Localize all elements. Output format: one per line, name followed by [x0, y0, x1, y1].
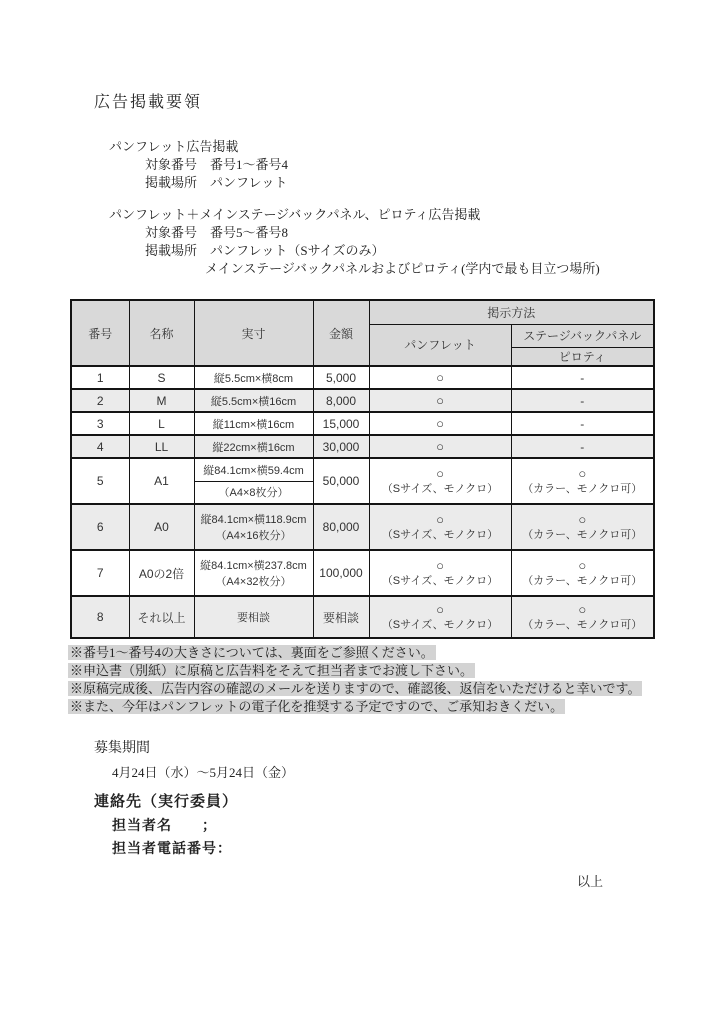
size-line2: （A4×16枚分）	[215, 530, 292, 542]
cell-pamphlet	[369, 458, 511, 504]
cell-price: 15,000	[313, 412, 369, 435]
cell-pamphlet: ○	[369, 389, 511, 412]
cell-price: 100,000	[313, 550, 369, 596]
section2-place-line2: メインステージバックパネルおよびピロティ(学内で最も目立つ場所)	[205, 261, 600, 276]
cell-stage: -	[511, 366, 654, 389]
note-line-1	[68, 644, 436, 661]
col-header-size: 実寸	[194, 300, 313, 366]
stage-note: （カラー、モノクロ可）	[522, 619, 643, 631]
cell-size: 縦5.5cm×横8cm	[194, 366, 313, 389]
cell-price: 80,000	[313, 504, 369, 550]
col-header-piloti: ピロティ	[511, 347, 654, 366]
cell-no: 1	[71, 366, 129, 389]
cell-stage	[511, 458, 654, 504]
cell-price: 8,000	[313, 389, 369, 412]
pamphlet-mark: ○	[436, 558, 444, 573]
stage-mark: ○	[578, 466, 587, 481]
cell-pamphlet: ○	[369, 366, 511, 389]
contact-person-line: 担当者名 ；	[112, 819, 217, 834]
cell-stage: -	[511, 389, 654, 412]
section2-heading: パンフレット＋メインステージバックパネル、ピロティ広告掲載	[109, 207, 481, 222]
note-line-2	[68, 662, 475, 679]
cell-stage	[511, 596, 654, 638]
note-line-3	[68, 680, 642, 697]
cell-name: それ以上	[129, 596, 194, 638]
cell-stage	[511, 504, 654, 550]
note-line-4	[68, 698, 565, 715]
cell-price: 30,000	[313, 435, 369, 458]
col-header-name: 名称	[129, 300, 194, 366]
section1-target-line: 対象番号 番号1～番号4	[145, 157, 289, 172]
cell-pamphlet: ○	[369, 412, 511, 435]
contact-phone-line: 担当者電話番号：	[112, 842, 232, 857]
cell-pamphlet	[369, 504, 511, 550]
cell-size	[194, 504, 313, 550]
stage-mark: ○	[578, 558, 587, 573]
cell-name: A0の2倍	[129, 550, 194, 596]
cell-size: 要相談	[194, 596, 313, 638]
pamphlet-note: （Sサイズ、モノクロ）	[381, 619, 499, 631]
size-line1: 縦84.1cm×横118.9cm	[200, 514, 307, 526]
cell-size-line2: （A4×8枚分）	[194, 481, 313, 504]
cell-size	[194, 550, 313, 596]
note-text: ※原稿完成後、広告内容の確認のメールを送りますので、確認後、返信をいただけると幸いです。	[70, 681, 641, 696]
table-row-6	[71, 504, 654, 550]
stage-note: （カラー、モノクロ可）	[522, 575, 643, 587]
pamphlet-note: （Sサイズ、モノクロ）	[381, 529, 499, 541]
cell-name: A0	[129, 504, 194, 550]
contact-heading: 連絡先（実行委員）	[94, 794, 239, 810]
section1-heading: パンフレット広告掲載	[109, 139, 239, 154]
cell-size-line1: 縦84.1cm×横59.4cm	[194, 458, 313, 481]
cell-size: 縦5.5cm×横16cm	[194, 389, 313, 412]
stage-note: （カラー、モノクロ可）	[522, 483, 643, 495]
note-text: ※申込書（別紙）に原稿と広告料をそえて担当者までお渡し下さい。	[70, 663, 474, 678]
col-header-price: 金額	[313, 300, 369, 366]
cell-no: 6	[71, 504, 129, 550]
pamphlet-mark: ○	[436, 512, 444, 527]
page-title: 広告掲載要領	[94, 94, 203, 111]
table-row-2	[71, 389, 654, 412]
col-header-method: 掲示方法	[369, 300, 654, 324]
col-header-no: 番号	[71, 300, 129, 366]
cell-pamphlet	[369, 596, 511, 638]
pamphlet-note: （Sサイズ、モノクロ）	[381, 575, 499, 587]
ad-pricing-table	[70, 299, 655, 639]
cell-stage: -	[511, 435, 654, 458]
col-header-pamphlet: パンフレット	[369, 324, 511, 366]
table-row-3	[71, 412, 654, 435]
table-row-4	[71, 435, 654, 458]
cell-price: 要相談	[313, 596, 369, 638]
stage-mark: ○	[578, 512, 587, 527]
cell-size: 縦22cm×横16cm	[194, 435, 313, 458]
cell-price: 5,000	[313, 366, 369, 389]
section1-place-line: 掲載場所 パンフレット	[145, 175, 288, 190]
cell-no: 3	[71, 412, 129, 435]
pamphlet-note: （Sサイズ、モノクロ）	[381, 483, 499, 495]
table-row-8	[71, 596, 654, 638]
size-line1: 縦84.1cm×横237.8cm	[200, 560, 307, 572]
col-header-stage-panel: ステージバックパネル	[511, 324, 654, 347]
table-row-7	[71, 550, 654, 596]
stage-note: （カラー、モノクロ可）	[522, 529, 643, 541]
cell-price: 50,000	[313, 458, 369, 504]
cell-no: 2	[71, 389, 129, 412]
pamphlet-mark: ○	[436, 466, 444, 481]
note-text: ※番号1～番号4の大きさについては、裏面をご参照ください。	[70, 645, 434, 660]
table-row-1	[71, 366, 654, 389]
cell-no: 7	[71, 550, 129, 596]
closing-text: 以上	[577, 874, 604, 889]
cell-stage: -	[511, 412, 654, 435]
cell-no: 8	[71, 596, 129, 638]
note-text: ※また、今年はパンフレットの電子化を推奨する予定ですので、ご承知おきくだい。	[70, 699, 564, 714]
cell-name: A1	[129, 458, 194, 504]
cell-stage	[511, 550, 654, 596]
cell-no: 5	[71, 458, 129, 504]
section2-target-line: 対象番号 番号5～番号8	[145, 225, 289, 240]
stage-mark: ○	[578, 602, 587, 617]
cell-name: L	[129, 412, 194, 435]
pamphlet-mark: ○	[436, 602, 444, 617]
recruitment-heading: 募集期間	[94, 741, 150, 756]
table-row-5	[71, 458, 654, 481]
cell-name: S	[129, 366, 194, 389]
cell-name: M	[129, 389, 194, 412]
cell-no: 4	[71, 435, 129, 458]
section2-place-line: 掲載場所 パンフレット（Sサイズのみ）	[145, 243, 385, 258]
cell-pamphlet: ○	[369, 435, 511, 458]
cell-size: 縦11cm×横16cm	[194, 412, 313, 435]
recruitment-period: 4月24日（水）～5月24日（金）	[112, 765, 295, 780]
cell-pamphlet	[369, 550, 511, 596]
cell-name: LL	[129, 435, 194, 458]
size-line2: （A4×32枚分）	[215, 576, 292, 588]
